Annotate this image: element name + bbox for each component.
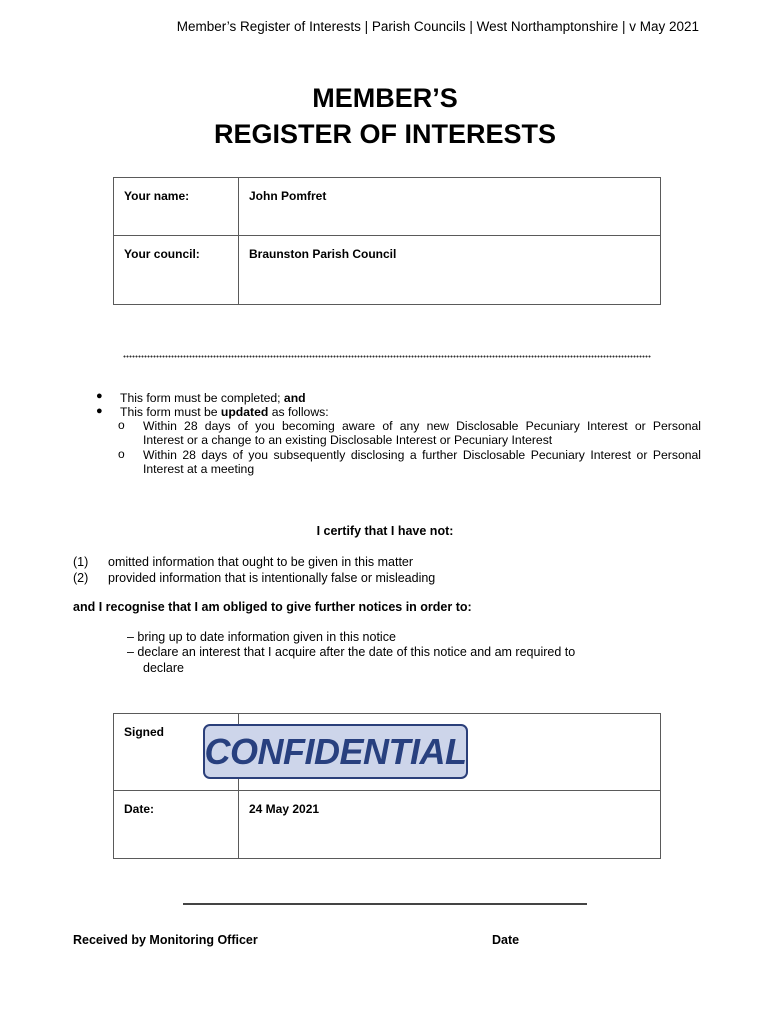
dotted-divider <box>123 355 651 361</box>
list-item <box>120 405 329 419</box>
confidential-stamp: CONFIDENTIAL <box>203 724 468 779</box>
received-by-label: Received by Monitoring Officer <box>73 933 258 947</box>
item-1-bold: and <box>283 391 306 405</box>
notice-item: – bring up to date information given in this notice <box>127 630 396 644</box>
item-number: (2) <box>73 571 89 585</box>
page-title <box>0 80 770 152</box>
sub-bullet-icon: o <box>118 447 125 461</box>
title-line-1: MEMBER’S <box>312 83 458 113</box>
item-number: (1) <box>73 555 89 569</box>
list-item: provided information that is intentionally false or misleading <box>108 571 436 585</box>
footer-date-label: Date <box>492 933 520 947</box>
sub-2-line-1: Within 28 days of you subsequently disclosing a further Disclosable Pecuniary Interest or Personal <box>143 448 701 462</box>
name-value[interactable]: John Pomfret <box>239 178 661 236</box>
table-row <box>114 791 661 859</box>
item-1-text: This form must be completed; <box>120 391 284 405</box>
sub-2-line-2: Interest at a meeting <box>143 462 255 476</box>
signed-label: Signed <box>114 714 239 791</box>
page-header: Member’s Register of Interests | Parish Councils | West Northamptonshire | v May 2021 <box>176 19 699 34</box>
item-2-bold: updated <box>220 405 269 419</box>
date-label: Date: <box>114 791 239 859</box>
item-2-text: This form must be <box>120 405 221 419</box>
bullet-icon: ● <box>96 405 103 417</box>
certify-heading: I certify that I have not: <box>316 524 454 538</box>
table-row <box>114 236 661 305</box>
sub-bullet-icon: o <box>118 418 125 432</box>
title-line-2: REGISTER OF INTERESTS <box>213 119 557 149</box>
table-row <box>114 178 661 236</box>
sub-1-line-1: Within 28 days of you becoming aware of any new Disclosable Pecuniary Interest or Personal <box>143 419 701 433</box>
list-item: omitted information that ought to be given in this matter <box>108 555 414 569</box>
member-details-table <box>113 177 661 305</box>
date-value[interactable]: 24 May 2021 <box>239 791 661 859</box>
council-label: Your council: <box>114 236 239 305</box>
list-item <box>143 419 701 447</box>
name-label: Your name: <box>114 178 239 236</box>
item-2-rest: as follows: <box>268 405 329 419</box>
recognise-statement: and I recognise that I am obliged to give further notices in order to: <box>73 600 472 614</box>
notice-item: declare <box>143 661 184 675</box>
bullet-icon: ● <box>96 390 103 402</box>
signature-line <box>183 903 587 905</box>
notice-item: – declare an interest that I acquire after the date of this notice and am required to <box>127 645 576 659</box>
list-item <box>120 391 306 405</box>
list-item <box>143 448 701 476</box>
council-value[interactable]: Braunston Parish Council <box>239 236 661 305</box>
sub-1-line-2: Interest or a change to an existing Disclosable Interest or Pecuniary Interest <box>143 433 553 447</box>
